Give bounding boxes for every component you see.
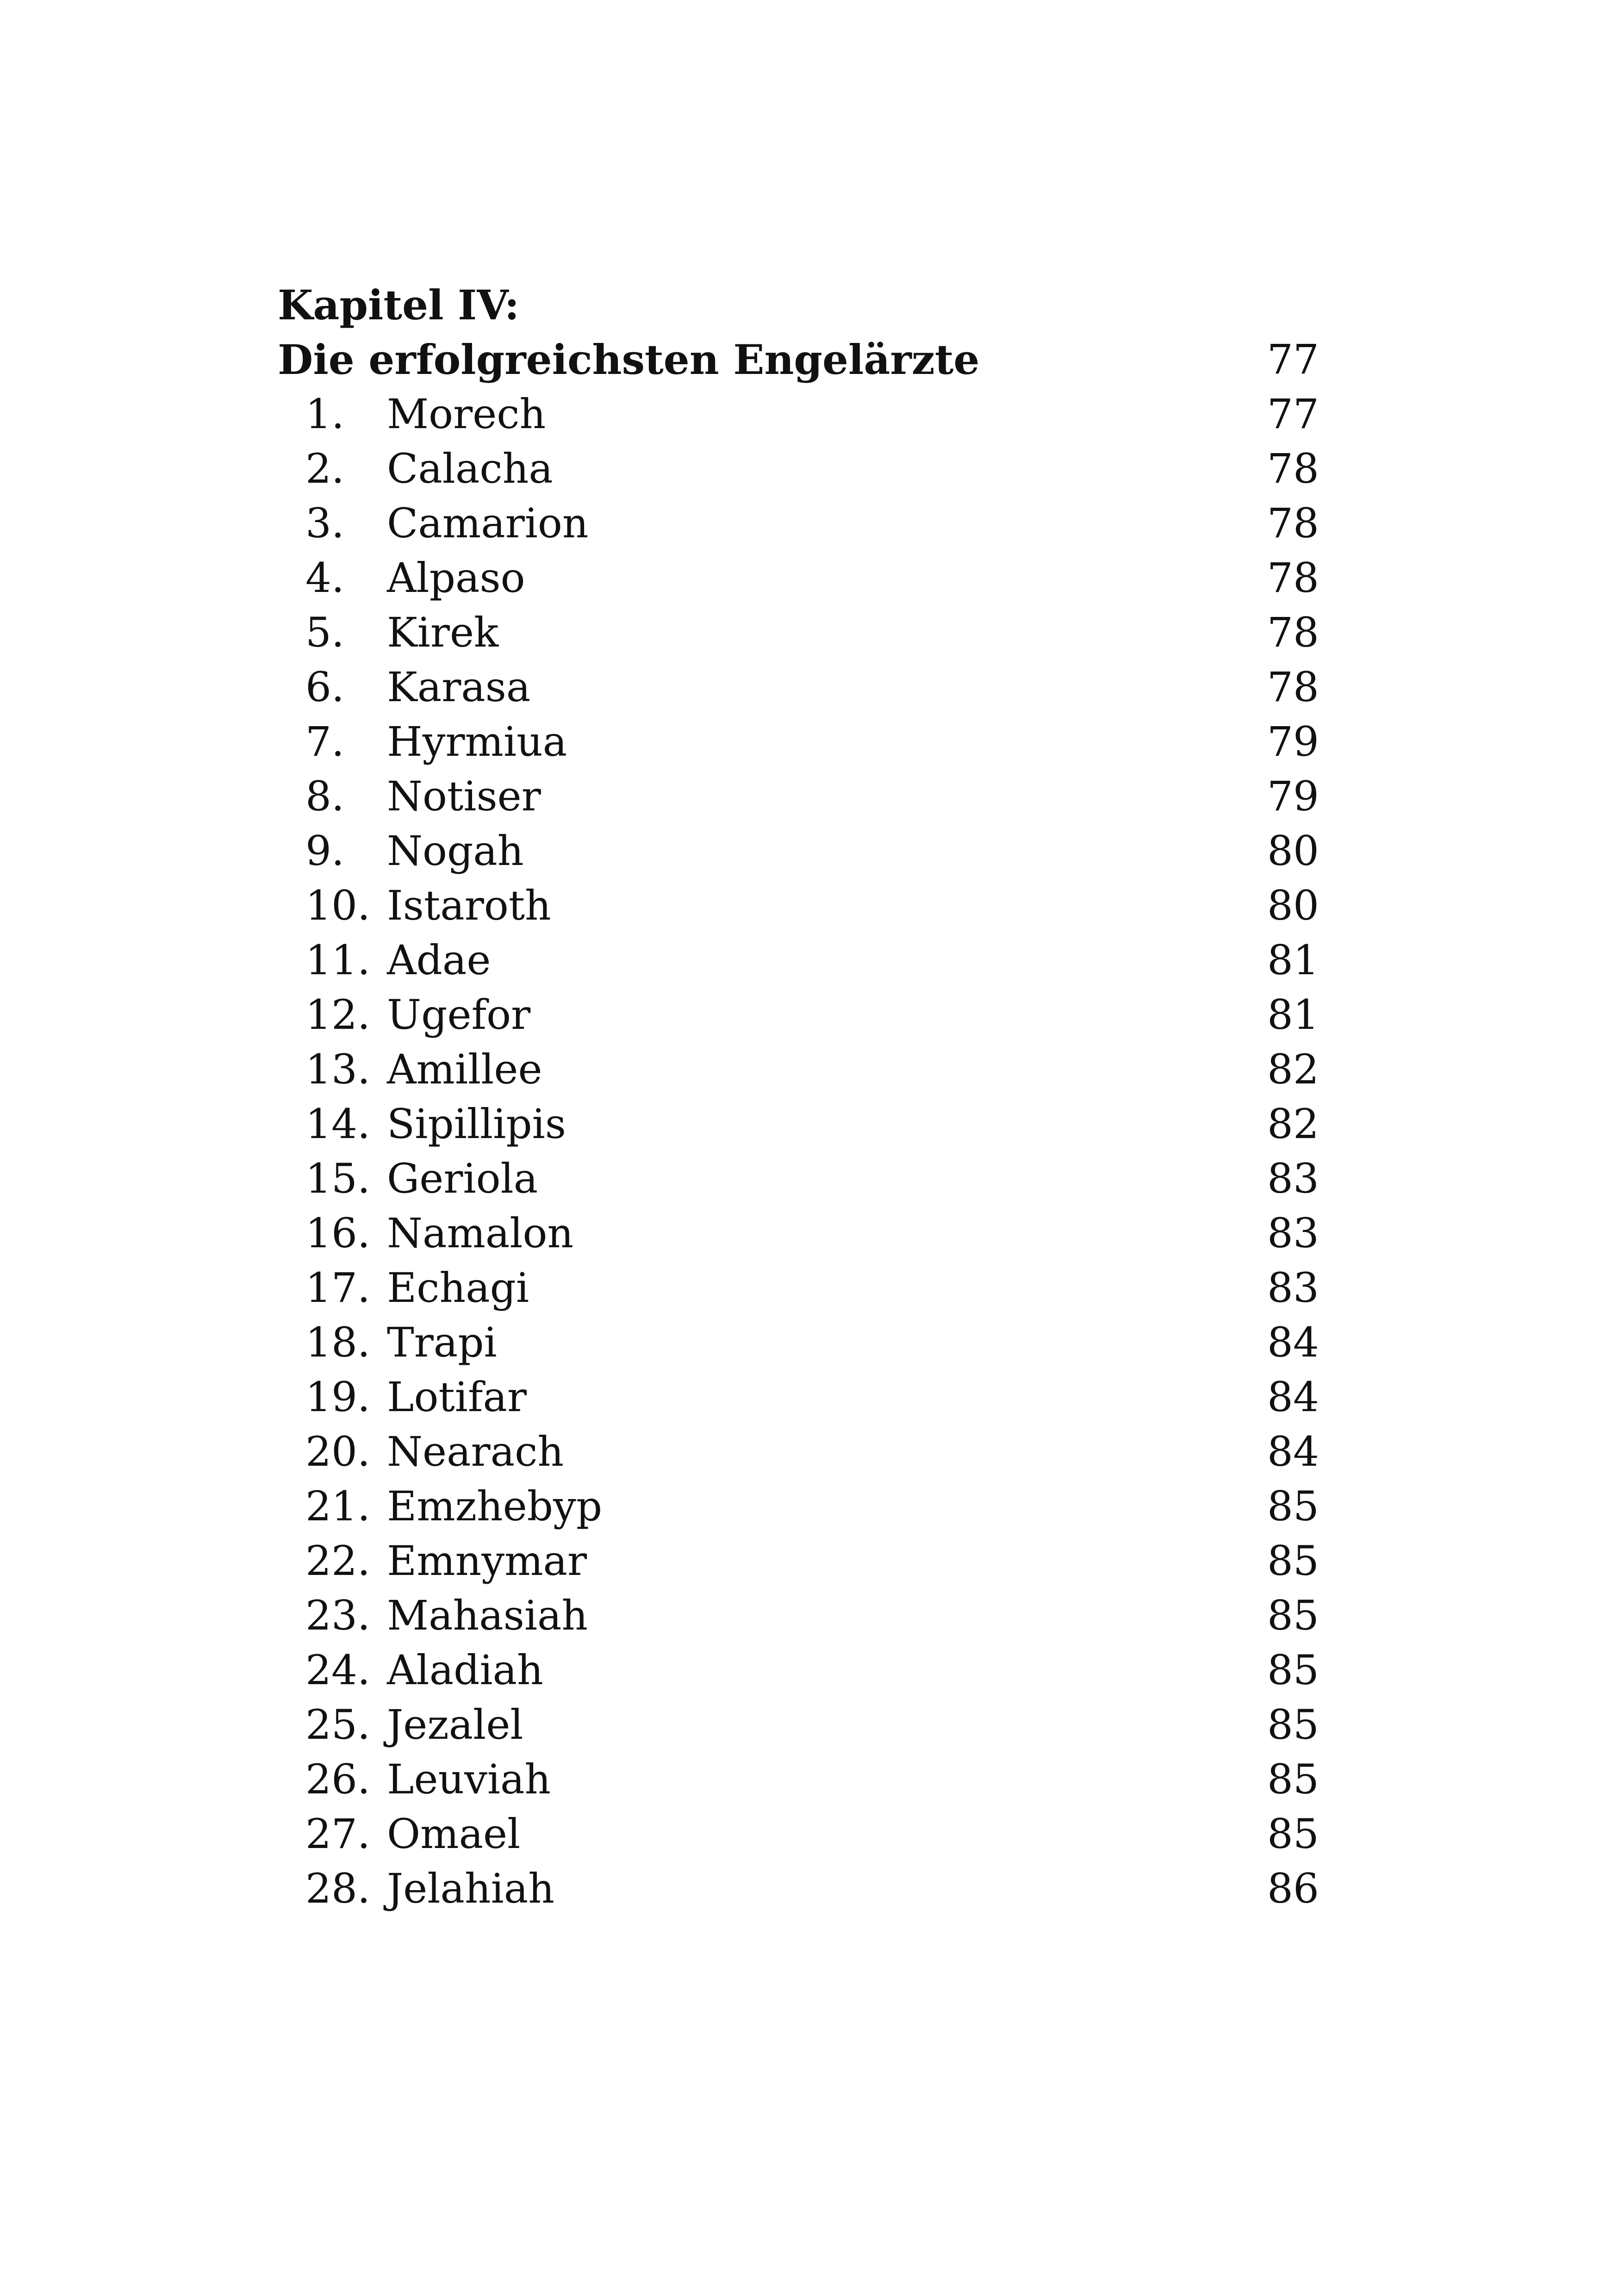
entry-page-number: 78 [1267, 609, 1319, 656]
entry-page-number: 78 [1267, 445, 1319, 492]
entry-name: Mahasiah [387, 1592, 588, 1639]
entry-name: Hyrmiua [387, 718, 567, 765]
chapter-label: Kapitel IV: [278, 281, 520, 329]
entry-name: Emnymar [387, 1537, 587, 1585]
toc-entry [278, 442, 1319, 496]
entry-page-number: 85 [1267, 1646, 1319, 1694]
entry-page-number: 82 [1267, 1100, 1319, 1148]
entry-number: 28. [305, 1865, 370, 1912]
entry-name: Geriola [387, 1155, 538, 1202]
chapter-page-number: 77 [1267, 336, 1319, 383]
entry-name: Adae [387, 936, 491, 984]
entry-name: Emzhebyp [387, 1482, 603, 1530]
entry-name: Amillee [387, 1045, 542, 1093]
entry-page-number: 80 [1267, 882, 1319, 929]
entry-number: 19. [305, 1373, 370, 1421]
entry-name: Alpaso [387, 554, 525, 602]
entry-number: 12. [305, 991, 370, 1039]
entry-number: 10. [305, 882, 370, 929]
toc-entry [278, 1315, 1319, 1370]
entry-number: 2. [305, 445, 344, 492]
toc-entry [278, 1206, 1319, 1261]
entry-number: 14. [305, 1100, 370, 1148]
entry-name: Leuviah [387, 1755, 551, 1803]
entry-name: Calacha [387, 445, 553, 492]
toc-entry [278, 387, 1319, 442]
entry-name: Jezalel [387, 1701, 523, 1748]
toc-entry [278, 1479, 1319, 1534]
toc-entry [278, 1042, 1319, 1097]
entry-page-number: 78 [1267, 554, 1319, 602]
entry-page-number: 77 [1267, 390, 1319, 438]
entry-number: 24. [305, 1646, 370, 1694]
entry-name: Istaroth [387, 882, 551, 929]
entry-number: 1. [305, 390, 344, 438]
entry-page-number: 85 [1267, 1592, 1319, 1639]
toc-entry [278, 551, 1319, 605]
entry-name: Notiser [387, 772, 541, 820]
toc-entry [278, 1151, 1319, 1206]
entry-number: 6. [305, 663, 344, 711]
entry-page-number: 83 [1267, 1209, 1319, 1257]
entry-page-number: 86 [1267, 1865, 1319, 1912]
entry-page-number: 85 [1267, 1701, 1319, 1748]
toc-entry [278, 1861, 1319, 1916]
chapter-title: Die erfolgreichsten Engelärzte [278, 336, 980, 384]
entry-page-number: 83 [1267, 1264, 1319, 1312]
entry-page-number: 85 [1267, 1810, 1319, 1858]
entry-number: 9. [305, 827, 344, 875]
entry-page-number: 84 [1267, 1319, 1319, 1366]
entry-name: Ugefor [387, 991, 531, 1039]
entry-name: Jelahiah [387, 1865, 554, 1912]
entry-page-number: 85 [1267, 1482, 1319, 1530]
entry-number: 7. [305, 718, 344, 765]
toc-entry [278, 1534, 1319, 1588]
entry-name: Echagi [387, 1264, 529, 1312]
entry-number: 3. [305, 499, 344, 547]
entry-page-number: 84 [1267, 1428, 1319, 1475]
toc-entry [278, 605, 1319, 660]
entry-number: 16. [305, 1209, 370, 1257]
entry-name: Kirek [387, 609, 499, 656]
toc-entry-list [278, 387, 1319, 1916]
toc-entry [278, 1752, 1319, 1807]
entry-number: 17. [305, 1264, 370, 1312]
entry-page-number: 83 [1267, 1155, 1319, 1202]
entry-number: 22. [305, 1537, 370, 1585]
entry-page-number: 85 [1267, 1537, 1319, 1585]
entry-name: Trapi [387, 1319, 497, 1366]
entry-number: 23. [305, 1592, 370, 1639]
entry-number: 11. [305, 936, 370, 984]
entry-page-number: 78 [1267, 499, 1319, 547]
toc-entry [278, 1698, 1319, 1752]
toc-entry [278, 1370, 1319, 1425]
toc-entry [278, 769, 1319, 824]
toc-entry [278, 1643, 1319, 1698]
toc-entry [278, 824, 1319, 878]
entry-name: Nogah [387, 827, 524, 875]
toc-entry [278, 1261, 1319, 1315]
entry-number: 26. [305, 1755, 370, 1803]
toc-entry [278, 1097, 1319, 1151]
entry-number: 15. [305, 1155, 370, 1202]
entry-number: 13. [305, 1045, 370, 1093]
toc-entry [278, 933, 1319, 988]
entry-page-number: 79 [1267, 718, 1319, 765]
entry-page-number: 84 [1267, 1373, 1319, 1421]
entry-name: Camarion [387, 499, 589, 547]
entry-page-number: 81 [1267, 991, 1319, 1039]
entry-page-number: 82 [1267, 1045, 1319, 1093]
entry-number: 8. [305, 772, 344, 820]
entry-page-number: 78 [1267, 663, 1319, 711]
entry-name: Aladiah [387, 1646, 543, 1694]
entry-name: Nearach [387, 1428, 564, 1475]
entry-name: Morech [387, 390, 546, 438]
toc-entry [278, 878, 1319, 933]
entry-number: 25. [305, 1701, 370, 1748]
entry-number: 20. [305, 1428, 370, 1475]
entry-number: 18. [305, 1319, 370, 1366]
entry-number: 4. [305, 554, 344, 602]
toc-entry [278, 1425, 1319, 1479]
toc-entry [278, 1588, 1319, 1643]
entry-name: Karasa [387, 663, 531, 711]
toc-entry [278, 660, 1319, 715]
table-of-contents [278, 278, 1319, 1916]
entry-page-number: 80 [1267, 827, 1319, 875]
toc-entry [278, 988, 1319, 1042]
entry-number: 27. [305, 1810, 370, 1858]
entry-number: 5. [305, 609, 344, 656]
entry-name: Sipillipis [387, 1100, 566, 1148]
entry-name: Omael [387, 1810, 521, 1858]
toc-entry [278, 715, 1319, 769]
toc-entry [278, 496, 1319, 551]
chapter-heading [278, 332, 1319, 387]
entry-page-number: 79 [1267, 772, 1319, 820]
entry-page-number: 81 [1267, 936, 1319, 984]
entry-name: Namalon [387, 1209, 574, 1257]
entry-page-number: 85 [1267, 1755, 1319, 1803]
toc-entry [278, 1807, 1319, 1861]
entry-name: Lotifar [387, 1373, 527, 1421]
entry-number: 21. [305, 1482, 370, 1530]
